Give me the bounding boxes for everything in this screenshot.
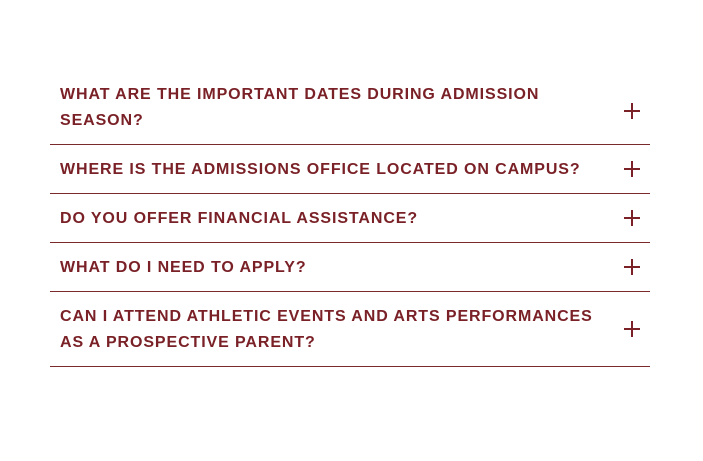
faq-question[interactable]: DO YOU OFFER FINANCIAL ASSISTANCE? [60,210,419,227]
faq-item[interactable] [50,194,650,243]
faq-accordion [50,78,650,367]
faq-item[interactable] [50,78,650,145]
faq-question[interactable]: CAN I ATTEND ATHLETIC EVENTS AND ARTS PERFORMANCES AS A PROSPECTIVE PARENT? [60,308,593,351]
plus-icon[interactable] [624,321,640,337]
faq-question[interactable]: WHAT ARE THE IMPORTANT DATES DURING ADMISSION SEASON? [60,86,540,129]
faq-item[interactable] [50,243,650,292]
faq-question[interactable]: WHAT DO I NEED TO APPLY? [60,259,307,276]
faq-item[interactable] [50,292,650,367]
faq-item[interactable] [50,145,650,194]
plus-icon[interactable] [624,259,640,275]
plus-icon[interactable] [624,161,640,177]
plus-icon[interactable] [624,210,640,226]
plus-icon[interactable] [624,103,640,119]
faq-question[interactable]: WHERE IS THE ADMISSIONS OFFICE LOCATED ON CAMPUS? [60,161,581,178]
